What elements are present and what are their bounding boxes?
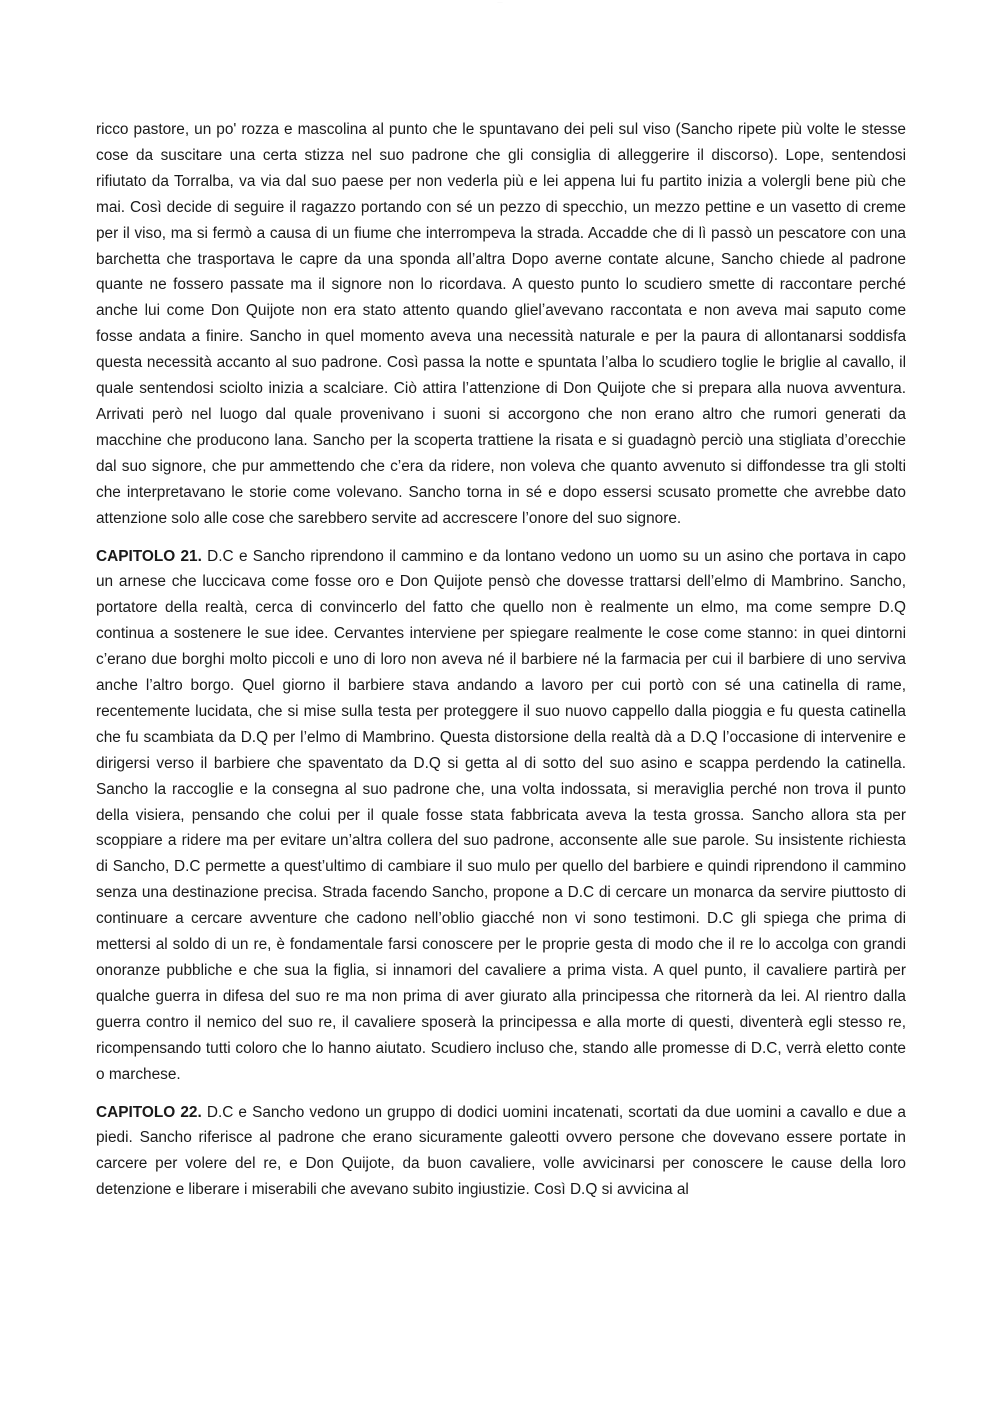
page-body <box>96 117 906 1215</box>
header-mark: ····· <box>497 0 503 4</box>
chapter-heading: CAPITOLO 22. <box>96 1103 202 1121</box>
paragraph-chapter-22 <box>96 1100 906 1204</box>
paragraph-continuation <box>96 117 906 532</box>
chapter-heading: CAPITOLO 21. <box>96 547 202 565</box>
paragraph-chapter-21 <box>96 544 906 1088</box>
paragraph-text: D.C e Sancho riprendono il cammino e da lontano vedono un uomo su un asino che portava in capo un arnese che luccicava come fosse oro e Don Quijote pensò che dovesse trattarsi dell’elmo di Mambrino. Sancho, portatore della realtà, cerca di convincerlo del fatto che quello non è realmente un elmo, ma come sempre D.Q continua a sostenere le sue idee. Cervantes interviene per spiegare realmente le cose come stanno: in quei dintorni c’erano due borghi molto piccoli e uno di loro non aveva né il barbiere né la farmacia per cui il barbiere di uno serviva anche l’altro borgo. Quel giorno il barbiere stava andando a lavoro per cui portò con sé una catinella di rame, recentemente lucidata, che si mise sulla testa per proteggere il suo nuovo cappello dalla pioggia e fu questa catinella che fu scambiata da D.Q per l’elmo di Mambrino. Questa distorsione della realtà dà a D.Q l’occasione di intervenire e dirigersi verso il barbiere che spaventato da D.Q si getta al di sotto del suo asino e scappa perdendo la catinella. Sancho la raccoglie e la consegna al suo padrone che, una volta indossata, si meraviglia perché non trova il punto della visiera, pensando che colui per il quale fosse stata fabbricata aveva la testa grossa. Sancho allora sta per scoppiare a ridere ma per evitare un’altra collera del suo padrone, acconsente alle sue parole. Su insistente richiesta di Sancho, D.C permette a quest’ultimo di cambiare il suo mulo per quello del barbiere e quindi riprendono il cammino senza una destinazione precisa. Strada facendo Sancho, propone a D.C di cercare un monarca da servire piuttosto di continuare a cercare avventure che cadono nell’oblio giacché non vi sono testimoni. D.C gli spiega che prima di mettersi al soldo di un re, è fondamentale farsi conoscere per le proprie gesta di modo che il re lo accolga con grandi onoranze pubbliche e che sua la figlia, si innamori del cavaliere a prima vista. A quel punto, il cavaliere partirà per qualche guerra in difesa del suo re ma non prima di aver giurato alla principessa che ritornerà da lei. Al rientro dalla guerra contro il nemico del suo re, il cavaliere sposerà la principessa e alla morte di questi, diventerà egli stesso re, ricompensando tutti coloro che lo hanno aiutato. Scudiero incluso che, stando alle promesse di D.C, verrà eletto conte o marchese. <box>96 547 906 1083</box>
paragraph-text: D.C e Sancho vedono un gruppo di dodici uomini incatenati, scortati da due uomini a cavallo e due a piedi. Sancho riferisce al padrone che erano sicuramente galeotti ovvero persone che dovevano essere portate in carcere per volere del re, e Don Quijote, da buon cavaliere, volle avvicinarsi per conoscere le cause della loro detenzione e liberare i miserabili che avevano subito ingiustizie. Così D.Q si avvicina al <box>96 1103 906 1199</box>
paragraph-text: ricco pastore, un po' rozza e mascolina al punto che le spuntavano dei peli sul viso (Sancho ripete più volte le stesse cose da suscitare una certa stizza nel suo padrone che gli consiglia di alleggerire il discorso). Lope, sentendosi rifiutato da Torralba, va via dal suo paese per non vederla più e lei appena lui fu partito inizia a volergli bene più che mai. Così decide di seguire il ragazzo portando con sé un pezzo di specchio, un mezzo pettine e un vasetto di creme per il viso, ma si fermò a causa di un fiume che interrompeva la strada. Accadde che di lì passò un pescatore con una barchetta che trasportava le capre da una sponda all’altra Dopo averne contate alcune, Sancho chiede al padrone quante ne fossero passate ma il signore non lo ricordava. A questo punto lo scudiero smette di raccontare perché anche lui come Don Quijote non era stato attento quando glielʼavevano raccontata e non aveva mai saputo come fosse andata a finire. Sancho in quel momento aveva una necessità naturale e per la paura di allontanarsi soddisfa questa necessità accanto al suo padrone. Così passa la notte e spuntata l’alba lo scudiero toglie le briglie al cavallo, il quale sentendosi sciolto inizia a scalciare. Ciò attira l’attenzione di Don Quijote che si prepara alla nuova avventura. Arrivati però nel luogo dal quale provenivano i suoni si accorgono che non erano altro che rumori generati da macchine che producono lana. Sancho per la scoperta trattiene la risata e si guadagnò perciò una stigliata d’orecchie dal suo signore, che pur ammettendo che c’era da ridere, non voleva che quanto avvenuto si diffondesse tra gli stolti che interpretavano le storie come volevano. Sancho torna in sé e dopo essersi scusato promette che avrebbe dato attenzione solo alle cose che sarebbero servite ad accrescere l’onore del suo signore. <box>96 121 906 527</box>
